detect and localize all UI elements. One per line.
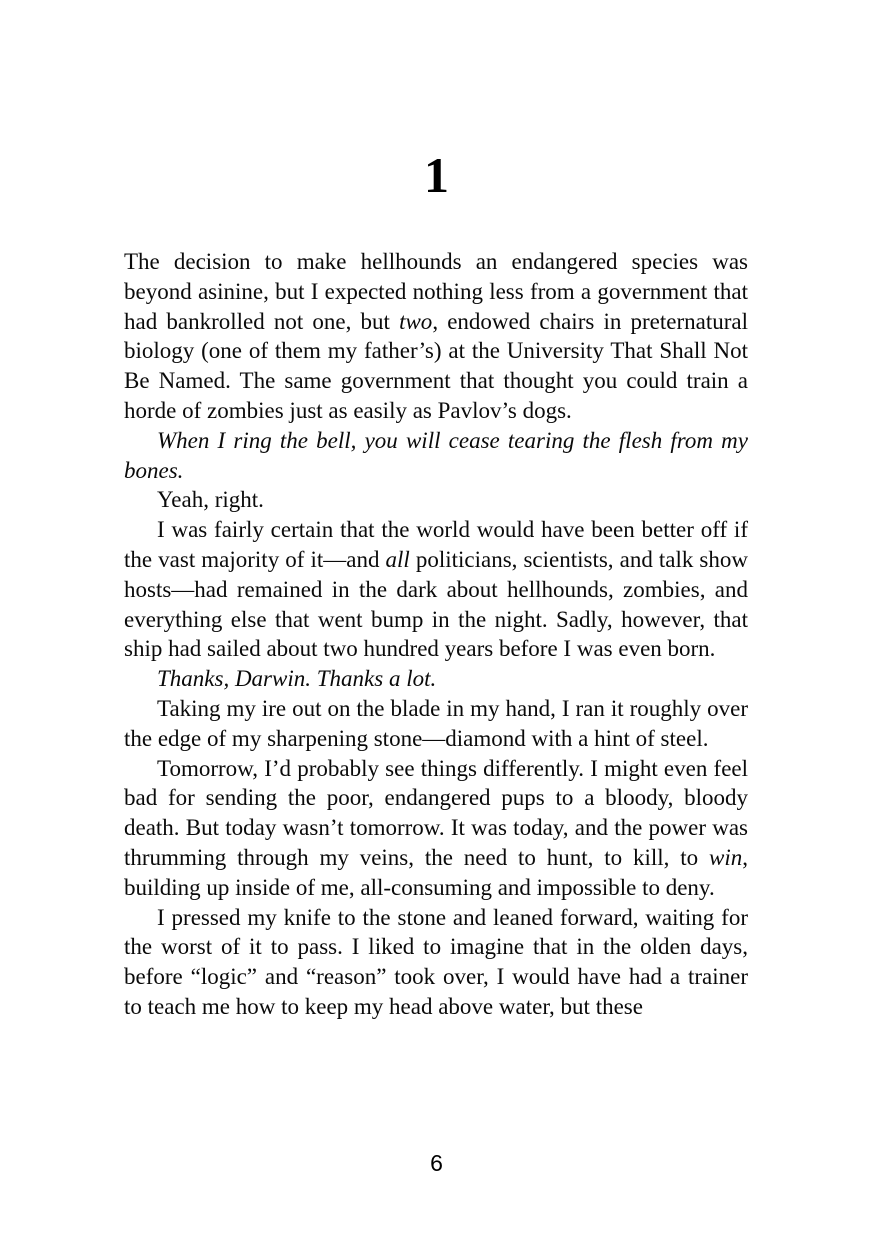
body-text xyxy=(124,247,748,1022)
text-segment: , endowed chairs in preternatural biology (one of them my father’s) at the University That Shall Not Be Named. The same government that thought you could train a horde of zombies just as easily as Pavlov’s dogs. xyxy=(124,308,748,423)
paragraph xyxy=(124,664,748,694)
paragraph xyxy=(124,754,748,903)
text-segment: I was fairly certain that the world would have been better off if the vast majority of it—and xyxy=(124,517,748,572)
text-segment: Tomorrow, I’d probably see things differently. I might even feel bad for sending the poor, endangered pups to a bloody, bloody death. But today wasn’t tomorrow. It was today, and the power was thrumming through my veins, the need to hunt, to kill, to xyxy=(124,755,748,870)
text-segment: Yeah, right. xyxy=(157,487,264,513)
italic-text-segment: all xyxy=(385,546,410,572)
paragraph xyxy=(124,903,748,1022)
italic-text-segment: Thanks, Darwin. Thanks a lot. xyxy=(157,666,437,692)
chapter-heading: 1 xyxy=(424,147,449,203)
paragraph xyxy=(124,247,748,426)
text-segment: The decision to make hellhounds an endangered species was beyond asinine, but I expected nothing less from a government that had bankrolled not one, but xyxy=(124,249,748,334)
paragraph xyxy=(124,515,748,664)
text-segment: I pressed my knife to the stone and leaned forward, waiting for the worst of it to pass. I liked to imagine that in the olden days, before “logic” and “reason” took over, I would have had a trainer to teach me how to keep my head above water, but these xyxy=(124,904,748,1019)
italic-text-segment: two xyxy=(399,308,433,334)
paragraph xyxy=(124,485,748,515)
text-segment: politicians, scientists, and talk show hosts—had remained in the dark about hellhounds, zombies, and everything else that went bump in the night. Sadly, however, that ship had sailed about two hundred years before I was even born. xyxy=(124,546,748,662)
paragraph xyxy=(124,426,748,486)
italic-text-segment: When I ring the bell, you will cease tearing the flesh from my bones. xyxy=(124,427,748,483)
paragraph xyxy=(124,694,748,754)
text-segment: Taking my ire out on the blade in my hand, I ran it roughly over the edge of my sharpening stone—diamond with a hint of steel. xyxy=(124,695,748,751)
text-segment: , building up inside of me, all-consuming and impossible to deny. xyxy=(124,844,748,900)
italic-text-segment: win xyxy=(709,844,743,870)
page-number: 6 xyxy=(430,1150,443,1176)
